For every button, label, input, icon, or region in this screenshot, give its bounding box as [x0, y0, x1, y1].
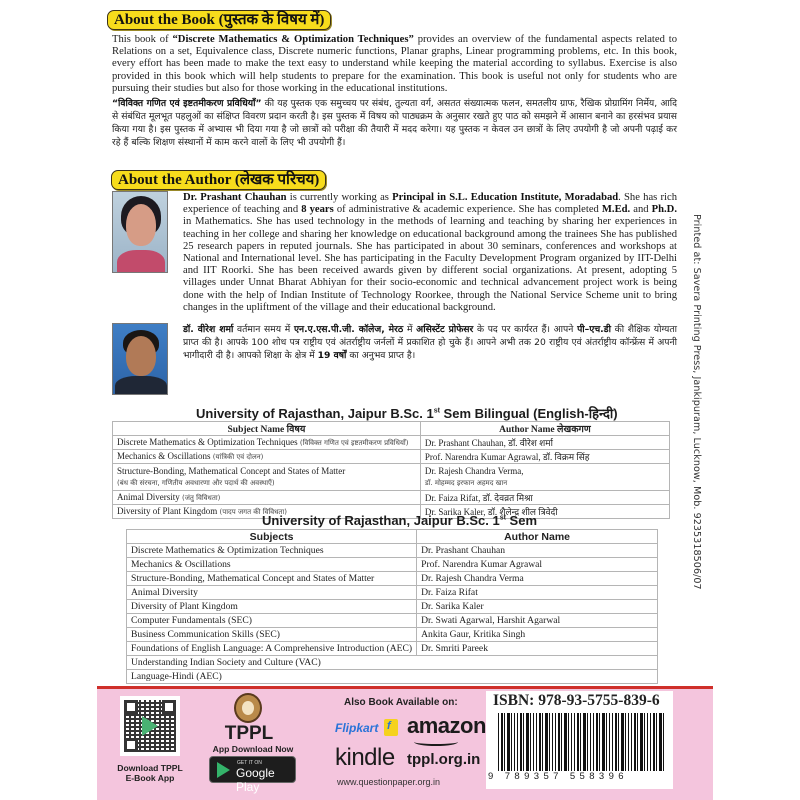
author1-bio — [183, 192, 677, 314]
kindle-logo[interactable]: kindle — [335, 744, 395, 771]
tppl-logo-icon — [234, 693, 262, 723]
table-row — [127, 572, 658, 586]
author2-name: डॉ. वीरेश शर्मा — [183, 324, 234, 335]
about-book-heading: About the Book (पुस्तक के विषय में) — [114, 12, 325, 28]
author2-bio — [183, 323, 677, 362]
author-cell: Dr. Prashant Chauhan — [417, 544, 658, 558]
text: की शैक्षिक योग्यता प्राप्त की है। आपके 100 शोध पत्र राष्ट्रीय एवं अंतर्राष्ट्रीय जर्नलों में प्रकाशित हो चुके हैं। आपने अभी तक 20 राष्ट्रीय एवं अंतर्राष्ट्रीय कॉन्फ्रेंस में अपनी भागीदारी दी है। आपको शिक्षा के क्षेत्र में — [183, 324, 677, 361]
text: University of Rajasthan, Jaipur B.Sc. 1 — [262, 513, 500, 528]
author-cell: Prof. Narendra Kumar Agrawal — [417, 558, 658, 572]
flipkart-logo[interactable]: Flipkart — [335, 721, 379, 735]
text: Download TPPL — [117, 763, 183, 773]
author-cell: Dr. Sarika Kaler — [417, 600, 658, 614]
footer-panel — [97, 686, 713, 800]
table-row — [127, 670, 658, 684]
text: Dr. Rajesh Chandra Verma, — [424, 466, 524, 476]
author1-photo — [112, 191, 168, 273]
text: (पादप जगत की विविधता) — [219, 508, 287, 516]
table-row — [127, 544, 658, 558]
english-table — [126, 529, 658, 684]
column-header-subject: Subject Name विषय — [113, 422, 421, 436]
text: of administrative & academic experience. She has completed — [333, 204, 602, 216]
text: 8 years — [301, 204, 334, 216]
bilingual-table — [112, 421, 670, 519]
subject-cell: Business Communication Skills (SEC) — [127, 628, 417, 642]
table-row — [113, 491, 670, 505]
tppl-website-link[interactable]: tppl.org.in — [407, 751, 481, 768]
google-play-icon — [217, 762, 230, 778]
subject-cell — [113, 436, 421, 450]
subject-cell: Foundations of English Language: A Comprehensive Introduction (AEC) — [127, 642, 417, 656]
subject-cell: Diversity of Plant Kingdom — [127, 600, 417, 614]
text: in Mathematics. She has used technology in the methods of learning and teaching by sharing her experiences in teaching in her college and sharing her knowledge on educational background among the trainees She has published 25 research papers in reputed journals. She has participated in about 30 seminars, conferences and workshops at National and International level. She has participating in the Faculty Development Program organized by IIT-Delhi and IIT Roorki. She has been received awards given by different social organizations. At present, adopting 5 villages under Unnat Bharat Abhiyan for their socio-economic and technical advancement project work is being done with the help of Indian Institute of Technology Roorkee, through the National Service Scheme unit to bring changes in the upliftment of the village and their educational background. — [183, 216, 677, 313]
subject-cell — [113, 450, 421, 464]
text: st — [433, 407, 440, 415]
subject-cell: Mechanics & Oscillations — [127, 558, 417, 572]
text: Structure-Bonding, Mathematical Concept and States of Matter — [117, 466, 346, 476]
subject-cell — [113, 491, 421, 505]
text: and — [630, 204, 652, 216]
text: (बंध की संरचना, गणितीय अवधारणा और पदार्थ की अवस्थाएँ) — [117, 479, 275, 487]
text: Diversity of Plant Kingdom — [117, 506, 218, 516]
available-on-label: Also Book Available on: — [344, 697, 458, 708]
english-table-title — [262, 513, 537, 528]
table-row — [127, 642, 658, 656]
author-cell: Dr. Rajesh Chandra Verma — [417, 572, 658, 586]
amazon-smile-icon — [414, 738, 458, 746]
barcode-icon — [498, 713, 666, 771]
author-cell: Dr. Faiza Rifat, डॉ. देवव्रत मिश्रा — [420, 491, 669, 505]
text: Sem — [505, 513, 538, 528]
author2-photo — [112, 323, 168, 395]
text: डॉ. मोहम्मद इरफान अहमद खान — [424, 479, 508, 487]
text: Dr. Prashant Chauhan, डॉ. वीरेश शर्मा — [424, 437, 554, 448]
isbn-barcode-box — [486, 691, 673, 789]
book-title: “Discrete Mathematics & Optimization Techniques” — [172, 34, 414, 45]
qr-caption — [109, 763, 191, 783]
text: 19 वर्षों — [317, 350, 347, 361]
subject-cell: Understanding Indian Society and Culture (VAC) — [127, 656, 658, 670]
flipkart-bag-icon — [384, 719, 398, 736]
brand-name: TPPL — [224, 723, 274, 744]
author-cell: Dr. Faiza Rifat — [417, 586, 658, 600]
google-play-button[interactable] — [209, 756, 296, 794]
table-header-row — [113, 422, 670, 436]
text: Sem Bilingual (English-हिन्दी) — [439, 406, 618, 421]
table-row — [127, 656, 658, 670]
table-row — [127, 600, 658, 614]
author-cell: Dr. Swati Agarwal, Harshit Agarwal — [417, 614, 658, 628]
author-cell: Ankita Gaur, Kritika Singh — [417, 628, 658, 642]
isbn-number: ISBN: 978-93-5755-839-6 — [493, 692, 660, 709]
text: का अनुभव प्राप्त है। — [346, 350, 416, 361]
text: Ph.D. — [651, 204, 677, 216]
retailers — [319, 689, 489, 799]
subject-cell: Animal Diversity — [127, 586, 417, 600]
author-cell: Prof. Narendra Kumar Agrawal, डॉ. विक्रम सिंह — [420, 450, 669, 464]
text: E-Book App — [125, 773, 175, 783]
column-header-author: Author Name — [417, 530, 658, 544]
text: एन.ए.एस.पी.जी. कॉलेज, मेरठ — [293, 324, 404, 335]
text: . She has rich experience of teaching and — [183, 192, 677, 216]
subject-cell: Discrete Mathematics & Optimization Techniques — [127, 544, 417, 558]
table-row — [113, 436, 670, 450]
qr-pattern — [124, 700, 176, 752]
text: पी–एच.डी — [577, 324, 611, 335]
text: st — [499, 514, 506, 522]
about-author-badge — [111, 170, 326, 190]
column-header-subjects: Subjects — [127, 530, 417, 544]
about-book-english — [112, 34, 677, 95]
table-row — [113, 450, 670, 464]
text: की यह पुस्तक एक समुच्चय पर संबंध, तुल्यता वर्ग, असतत संख्यात्मक फलन, समतलीय ग्राफ, रैखिक प्रोग्रामिंग निर्मेय, आदि से संबंधित मूलभूत पहलुओं का संक्षिप्त विवरण प्रदान करती है। इस पुस्तक में विषय को पाठ्यक्रम के अनुसार रखते हुए पाठ को समझने में आसान बनाने का हरसंभव प्रयास किया गया है। इस पुस्तक में अभ्यास भी दिया गया है जो छात्रों को परीक्षा की तैयारी में मदद करेगा। यह पुस्तक न केवल उन छात्रों के लिए उपयोगी है जो अपनी पढ़ाई कर रहे हैं बल्कि शिक्षण संस्थानों में काम करने वालों के लिए भी उपयोगी हैं। — [112, 98, 677, 148]
about-author-heading: About the Author (लेखक परिचय) — [118, 172, 320, 188]
table-header-row — [127, 530, 658, 544]
barcode-digits: 9 789357 558396 — [488, 771, 670, 782]
questionpaper-website-link[interactable]: www.questionpaper.org.in — [337, 777, 441, 787]
about-book-hindi — [112, 97, 677, 149]
text: (जंतु विविधता) — [182, 494, 221, 502]
text: Principal in S.L. Education Institute, Moradabad — [392, 192, 619, 203]
text: f — [387, 720, 391, 732]
table-row — [127, 628, 658, 642]
text: के पद पर कार्यरत हैं। आपने — [473, 324, 578, 335]
text: M.Ed. — [601, 204, 631, 216]
author-cell: Dr. Sarika Kaler, डॉ. शैलेन्द्र शील त्रिवेदी — [420, 505, 669, 519]
text: Animal Diversity — [117, 492, 180, 502]
text: This book of — [112, 34, 173, 45]
book-title-hindi: “विविक्त गणित एवं इष्टतमीकरण प्रविधियाँ” — [112, 98, 262, 109]
subject-cell: Structure-Bonding, Mathematical Concept and States of Matter — [127, 572, 417, 586]
table-row — [113, 464, 670, 491]
bilingual-table-title — [196, 404, 618, 422]
text: provides an overview of the fundamental aspects related to Relations on a set, Equivalence class, Discrete numeric functions, Planar graphs, Linear programming problems, etc. In this book, every effort has been made to make the text easy to understand while keeping the material according to syllabus. Exercise is also provided in this book which will help students to prepare for the examination. This book is useful not only for students who are pursuing their studies but also for those working in the educational institutions. — [112, 34, 677, 94]
text: GET IT ON — [237, 760, 262, 766]
text: University of Rajasthan, Jaipur B.Sc. 1 — [196, 406, 434, 421]
subject-cell: Computer Fundamentals (SEC) — [127, 614, 417, 628]
text: Google Play — [236, 766, 275, 794]
text: में — [403, 324, 417, 335]
about-book-badge — [107, 10, 331, 30]
text: असिस्टेंट प्रोफेसर — [416, 324, 474, 335]
column-header-author: Author Name लेखकगण — [420, 422, 669, 436]
text: (यांत्रिकी एवं दोलन) — [212, 453, 264, 461]
table-row — [127, 558, 658, 572]
author-cell: Dr. Smriti Pareek — [417, 642, 658, 656]
app-download-label: App Download Now — [212, 744, 294, 754]
printer-info: Printed at: Savera Printing Press, Jankipuram, Lucknow, Mob. 9235318506/07 — [691, 214, 702, 590]
author-cell — [420, 436, 669, 450]
subject-cell: Language-Hindi (AEC) — [127, 670, 658, 684]
author1-name: Dr. Prashant Chauhan — [183, 192, 287, 203]
qr-code[interactable] — [120, 696, 180, 756]
text: Discrete Mathematics & Optimization Techniques — [117, 437, 298, 447]
table-row — [127, 614, 658, 628]
text: Mechanics & Oscillations — [117, 451, 211, 461]
text: is currently working as — [286, 192, 393, 203]
table-row — [127, 586, 658, 600]
subject-cell — [113, 464, 421, 491]
text: वर्तमान समय में — [233, 324, 294, 335]
play-store-icon — [142, 716, 158, 736]
author-cell — [420, 464, 669, 491]
amazon-logo[interactable]: amazon — [407, 713, 486, 738]
text: (विविक्त गणित एवं इष्टतमीकरण प्रविधियाँ) — [299, 439, 409, 447]
